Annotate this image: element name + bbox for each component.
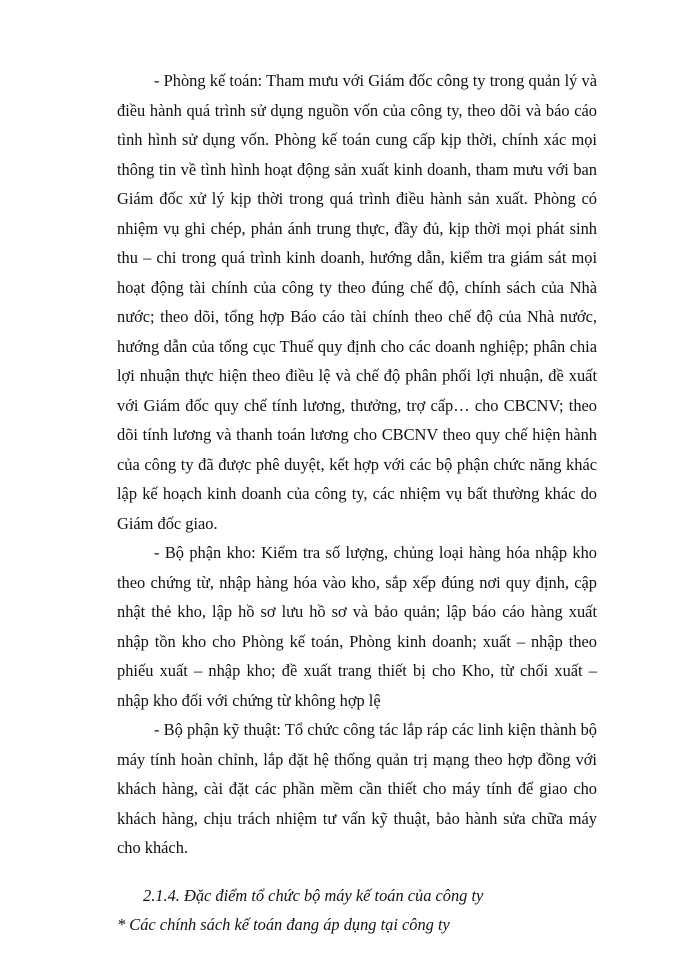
section-subheading: * Các chính sách kế toán đang áp dụng tại công ty [117,915,450,934]
paragraph-bo-phan-ky-thuat: - Bộ phận kỹ thuật: Tổ chức công tác lắp ráp các linh kiện thành bộ máy tính hoàn chỉnh, lắp đặt hệ thống quản trị mạng theo hợp đồng với khách hàng, cài đặt các phần mềm cần thiết cho máy tính để giao cho khách hàng, chịu trách nhiệm tư vấn kỹ thuật, bảo hành sửa chữa máy cho khách. [117,720,597,857]
document-page [117,66,597,940]
paragraph-phong-ke-toan: - Phòng kế toán: Tham mưu với Giám đốc công ty trong quản lý và điều hành quá trình sử dụng nguồn vốn của công ty, theo dõi và báo cáo tình hình sử dụng vốn. Phòng kế toán cung cấp kịp thời, chính xác mọi thông tin về tình hình hoạt động sản xuất kinh doanh, tham mưu với ban Giám đốc xử lý kịp thời trong quá trình điều hành sản xuất. Phòng có nhiệm vụ ghi chép, phản ánh trung thực, đầy đủ, kịp thời mọi phát sinh thu – chi trong quá trình kinh doanh, hướng dẫn, kiểm tra giám sát mọi hoạt động tài chính của công ty theo đúng chế độ, chính sách của Nhà nước; theo dõi, tổng hợp Báo cáo tài chính theo chế độ của Nhà nước, hướng dẫn của tổng cục Thuế quy định cho các doanh nghiệp; phân chia lợi nhuận thực hiện theo điều lệ và chế độ phân phối lợi nhuận, đề xuất với Giám đốc quy chế tính lương, thưởng, trợ cấp… cho CBCNV; theo dõi tính lương và thanh toán lương cho CBCNV theo quy chế hiện hành của công ty đã được phê duyệt, kết hợp với các bộ phận chức năng khác lập kế hoạch kinh doanh của công ty, các nhiệm vụ bất thường khác do Giám đốc giao. [117,71,597,533]
paragraph-bo-phan-kho: - Bộ phận kho: Kiểm tra số lượng, chủng loại hàng hóa nhập kho theo chứng từ, nhập hàng hóa vào kho, sắp xếp đúng nơi quy định, cập nhật thẻ kho, lập hồ sơ lưu hồ sơ và bảo quản; lập báo cáo hàng xuất nhập tồn kho cho Phòng kế toán, Phòng kinh doanh; xuất – nhập theo phiếu xuất – nhập kho; đề xuất trang thiết bị cho Kho, từ chối xuất – nhập kho đối với chứng từ không hợp lệ [117,543,597,710]
section-heading: 2.1.4. Đặc điểm tổ chức bộ máy kế toán của công ty [143,885,484,905]
